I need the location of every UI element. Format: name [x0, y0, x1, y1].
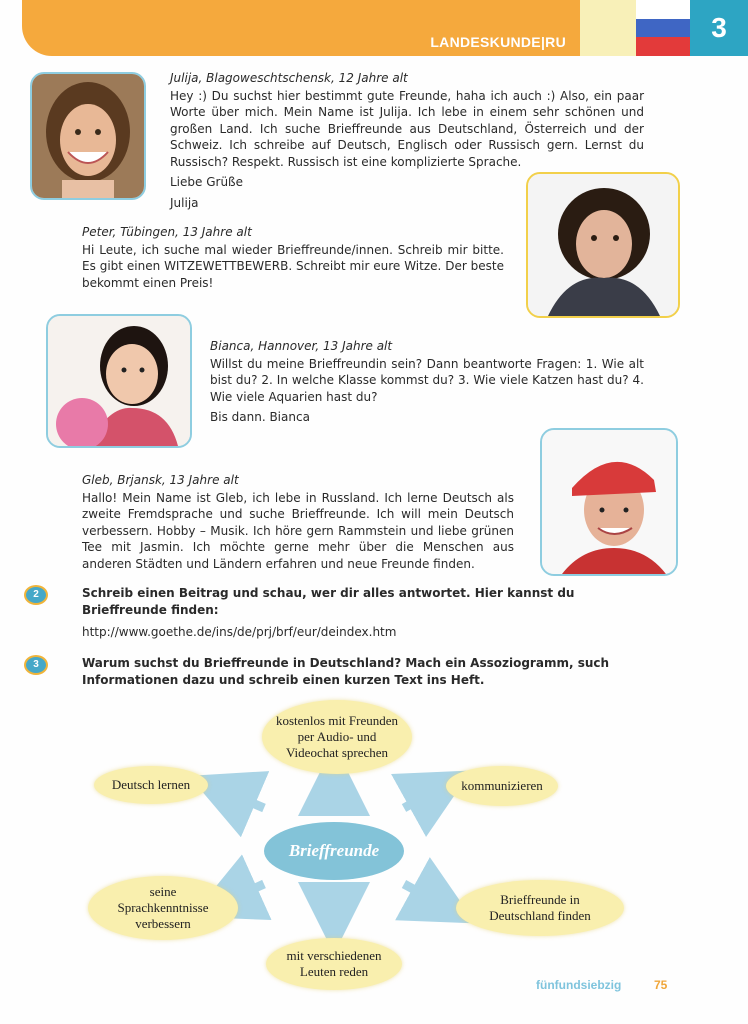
page-number-word: fünfundsiebzig — [536, 978, 622, 992]
letter-heading: Gleb, Brjansk, 13 Jahre alt — [82, 473, 239, 487]
header-pale-block — [580, 0, 636, 56]
russian-flag-icon — [636, 0, 690, 56]
task-2-instruction: Schreib einen Beitrag und schau, wer dir alles antwortet. Hier kannst du Brieffreunde finden: — [82, 586, 575, 617]
mindmap-node-left-top: Deutsch lernen — [94, 766, 208, 804]
mindmap-center: Brieffreunde — [264, 822, 404, 880]
julija-photo — [30, 72, 146, 200]
bianca-photo — [46, 314, 192, 448]
goethe-link[interactable]: http://www.goethe.de/ins/de/prj/brf/eur/deindex.htm — [82, 625, 397, 639]
peter-photo — [526, 172, 680, 318]
letter-closing: Liebe Grüße — [170, 175, 243, 189]
letter-body: Hey :) Du suchst hier bestimmt gute Freunde, haha ich auch :) Also, ein paar Worte über mich. Mein Name ist Julija. Ich lebe in einem sehr schönen und großen Land. Ich suche Brieffreunde aus Deutschland, Österreich und der Schweiz. Ich schreibe auf Deutsch, Englisch oder Russisch gern. Lernst du Russisch? Respekt. Russisch ist eine komplizierte Sprache. — [170, 88, 644, 169]
letter-closing: Bis dann. Bianca — [210, 410, 310, 424]
letter-peter — [82, 224, 504, 291]
letter-heading: Bianca, Hannover, 13 Jahre alt — [210, 339, 393, 353]
header-banner — [22, 0, 580, 56]
letter-signature: Julija — [170, 195, 199, 210]
letter-body: Willst du meine Brieffreundin sein? Dann beantworte Fragen: 1. Wie alt bist du? 2. In welche Klasse kommst du? 3. Wie viele Katzen hast du? 4. Wie viele Aquarien hast du? — [210, 356, 644, 404]
mindmap-node-left-bottom: seine Sprachkenntnisse verbessern — [88, 876, 238, 940]
letter-heading: Julija, Blagoweschtschensk, 12 Jahre alt — [170, 71, 408, 85]
task-number-badge: 2 — [24, 585, 48, 605]
letter-bianca — [210, 338, 644, 426]
letter-body: Hallo! Mein Name ist Gleb, ich lebe in Russland. Ich lerne Deutsch als zweite Fremdsprache und suche Brieffreunde. Ich will mein Deutsch verbessern. Hobby – Musik. Ich höre gern Rammstein und liebe grünen Tee mit Jasmin. Ich möchte gerne mehr über die Menschen aus anderen Städten und Ländern erfahren und neue Freunde finden. — [82, 490, 514, 571]
page-number: 75 — [654, 978, 668, 992]
section-title: LANDESKUNDE|RU — [430, 34, 566, 50]
letter-body: Hi Leute, ich suche mal wieder Brieffreunde/innen. Schreib mir bitte. Es gibt einen WITZEWETTBEWERB. Schreibt mir eure Witze. Der beste bekommt einen Preis! — [82, 242, 504, 290]
gleb-photo — [540, 428, 678, 576]
chapter-number: 3 — [690, 0, 748, 56]
mindmap-node-right-top: kommunizieren — [446, 766, 558, 806]
letter-heading: Peter, Tübingen, 13 Jahre alt — [82, 225, 252, 239]
mindmap-node-top: kostenlos mit Freunden per Audio- und Videochat sprechen — [262, 700, 412, 774]
mindmap-node-bottom: mit verschiedenen Leuten reden — [266, 938, 402, 990]
task-3-instruction: Warum suchst du Brieffreunde in Deutschland? Mach ein Assoziogramm, such Informationen dazu und schreib einen kurzen Text ins Heft. — [82, 656, 610, 687]
letter-gleb — [82, 472, 514, 572]
mindmap-node-right-bottom: Brieffreunde in Deutschland finden — [456, 880, 624, 936]
task-number-badge: 3 — [24, 655, 48, 675]
